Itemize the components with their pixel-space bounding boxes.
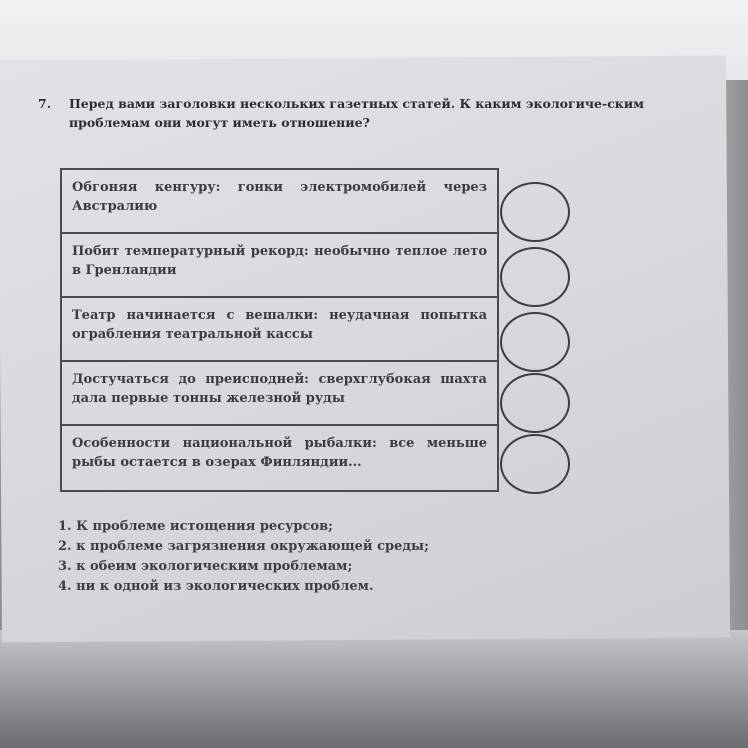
answer-circle[interactable] — [500, 434, 570, 494]
answer-options — [58, 517, 429, 597]
answer-circle[interactable] — [500, 182, 570, 242]
headline-row: Театр начинается с вешалки: неудачная попытка ограбления театральной кассы — [62, 298, 497, 362]
answer-circle[interactable] — [500, 312, 570, 372]
option-item: 3. к обеим экологическим проблемам; — [58, 559, 353, 574]
headline-row: Побит температурный рекорд: необычно теплое лето в Гренландии — [62, 234, 497, 298]
answer-circle[interactable] — [500, 247, 570, 307]
headline-row: Достучаться до преисподней: сверхглубокая шахта дала первые тонны железной руды — [62, 362, 497, 426]
question-text: Перед вами заголовки нескольких газетных статей. К каким экологиче-ским проблемам они могут иметь отношение? — [69, 96, 644, 130]
answer-circle[interactable] — [500, 373, 570, 433]
headline-row: Обгоняя кенгуру: гонки электромобилей через Австралию — [62, 170, 497, 234]
background-bottom — [0, 630, 748, 748]
option-item: 4. ни к одной из экологических проблем. — [58, 579, 374, 594]
question — [38, 94, 728, 132]
headlines-table — [60, 168, 499, 492]
option-item: 2. к проблеме загрязнения окружающей среды; — [58, 539, 429, 554]
question-number: 7. — [38, 96, 52, 111]
option-item: 1. К проблеме истощения ресурсов; — [58, 519, 333, 534]
headline-row: Особенности национальной рыбалки: все меньше рыбы остается в озерах Финляндии... — [72, 436, 487, 470]
